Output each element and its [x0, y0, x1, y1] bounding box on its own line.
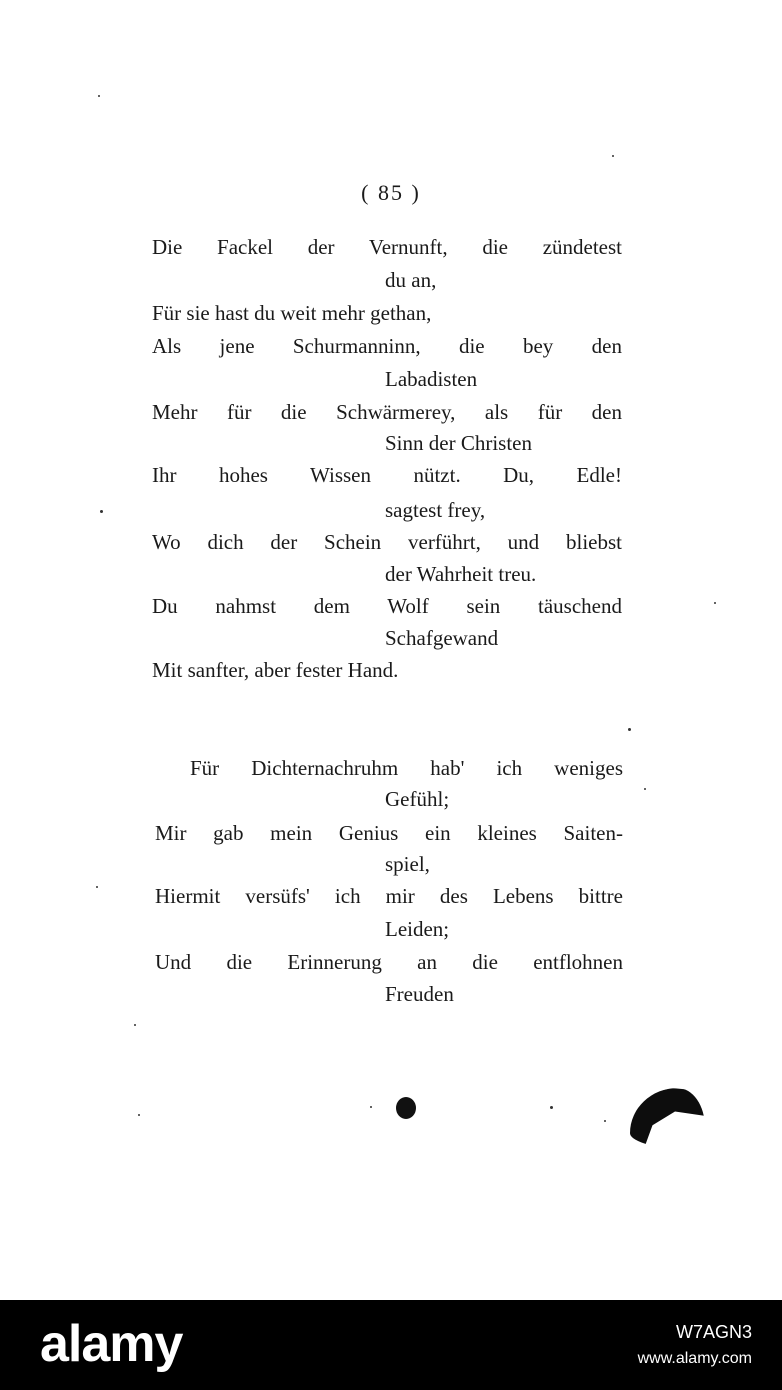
image-id: W7AGN3	[675, 1322, 752, 1342]
print-speck	[628, 728, 631, 731]
print-speck	[644, 788, 646, 790]
poem-line: Ihr hohes Wissen nützt. Du, Edle!	[152, 463, 622, 487]
ink-smudge	[630, 1088, 705, 1150]
print-speck	[612, 155, 614, 157]
poem-line: Mehr für die Schwärmerey, als für den	[152, 400, 622, 424]
poem-line: Als jene Schurmanninn, die bey den	[152, 334, 622, 358]
poem-line: Hiermit versüfs' ich mir des Lebens bittre	[155, 884, 623, 908]
brand-logo: alamy	[40, 1315, 183, 1373]
poem-line: Mir gab mein Genius ein kleines Saiten-	[155, 821, 623, 845]
poem-line: Für sie hast du weit mehr gethan,	[152, 301, 432, 325]
poem-line: Du nahmst dem Wolf sein täuschend	[152, 594, 622, 618]
poem-line: Mit sanfter, aber fester Hand.	[152, 658, 399, 682]
site-url: www.alamy.com	[637, 1350, 752, 1367]
print-speck	[714, 602, 716, 604]
ink-blot	[396, 1097, 416, 1119]
poem-line: Gefühl;	[385, 787, 450, 811]
page-number: ( 85 )	[361, 180, 421, 205]
poem-line: Schafgewand	[385, 626, 499, 650]
poem-line: Wo dich der Schein verführt, und bliebst	[152, 530, 622, 554]
poem-line: spiel,	[385, 852, 430, 876]
print-speck	[138, 1114, 140, 1116]
print-speck	[134, 1024, 136, 1026]
print-speck	[100, 510, 103, 513]
poem-line: Labadisten	[385, 367, 478, 391]
poem-line: sagtest frey,	[385, 498, 486, 522]
poem-line: der Wahrheit treu.	[385, 562, 537, 586]
poem-line: Und die Erinnerung an die entflohnen	[155, 950, 623, 974]
print-speck	[370, 1106, 372, 1108]
watermark-footer	[0, 1300, 782, 1390]
poem-line: Sinn der Christen	[385, 431, 532, 455]
poem-line: du an,	[385, 268, 437, 292]
poem-line: Für Dichternachruhm hab' ich weniges	[190, 756, 623, 780]
print-speck	[604, 1120, 606, 1122]
print-speck	[98, 95, 100, 97]
print-speck	[96, 886, 98, 888]
poem-line: Die Fackel der Vernunft, die zündetest	[152, 235, 622, 259]
poem-line: Freuden	[385, 982, 454, 1006]
poem-line: Leiden;	[385, 917, 450, 941]
print-speck	[550, 1106, 553, 1109]
